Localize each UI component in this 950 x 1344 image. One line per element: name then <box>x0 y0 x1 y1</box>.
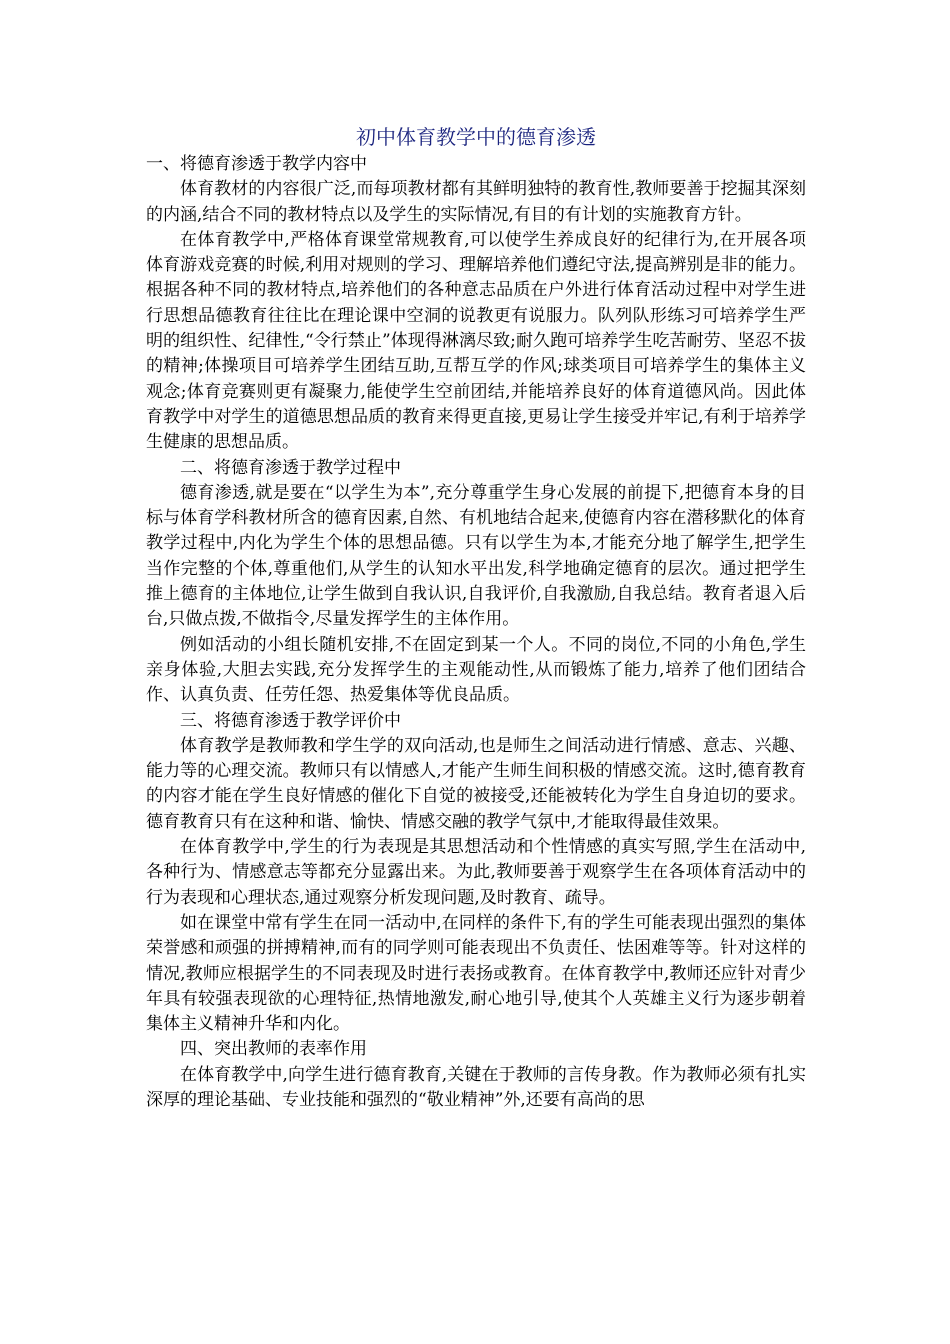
paragraph: 在体育教学中,向学生进行德育教育,关键在于教师的言传身教。作为教师必须有扎实深厚的理论基础、专业技能和强烈的“敬业精神”外,还要有高尚的思 <box>146 1064 806 1110</box>
section-heading-4: 四、突出教师的表率作用 <box>180 1039 367 1060</box>
paragraph: 德育渗透,就是要在“以学生为本”,充分尊重学生身心发展的前提下,把德育本身的目标与体育学科教材所含的德育因素,自然、有机地结合起来,使德育内容在潜移默化的体育教学过程中,内化为学生个体的思想品德。只有以学生为本,才能充分地了解学生,把学生当作完整的个体,尊重他们,从学生的认知水平出发,科学地确定德育的层次。通过把学生推上德育的主体地位,让学生做到自我认识,自我评价,自我激励,自我总结。教育者退入后台,只做点拨,不做指令,尽量发挥学生的主体作用。 <box>146 482 806 630</box>
paragraph: 例如活动的小组长随机安排,不在固定到某一个人。不同的岗位,不同的小角色,学生亲身体验,大胆去实践,充分发挥学生的主观能动性,从而锻炼了能力,培养了他们团结合作、认真负责、任劳任怨、热爱集体等优良品质。 <box>146 634 806 706</box>
document-page <box>146 122 806 1113</box>
paragraph: 体育教学是教师教和学生学的双向活动,也是师生之间活动进行情感、意志、兴趣、能力等的心理交流。教师只有以情感人,才能产生师生间积极的情感交流。这时,德育教育的内容才能在学生良好情感的催化下自觉的被接受,还能被转化为学生自身迫切的要求。德育教育只有在这种和谐、愉快、情感交融的教学气氛中,才能取得最佳效果。 <box>146 735 806 832</box>
paragraph: 体育教材的内容很广泛,而每项教材都有其鲜明独特的教育性,教师要善于挖掘其深刻的内涵,结合不同的教材特点以及学生的实际情况,有目的有计划的实施教育方针。 <box>146 179 806 225</box>
paragraph: 如在课堂中常有学生在同一活动中,在同样的条件下,有的学生可能表现出强烈的集体荣誉感和顽强的拼搏精神,而有的同学则可能表现出不负责任、怯困难等等。针对这样的情况,教师应根据学生的不同表现及时进行表扬或教育。在体育教学中,教师还应针对青少年具有较强表现欲的心理特征,热情地激发,耐心地引导,使其个人英雄主义行为逐步朝着集体主义精神升华和内化。 <box>146 912 806 1035</box>
section-heading-2: 二、将德育渗透于教学过程中 <box>180 457 401 478</box>
document-title: 初中体育教学中的德育渗透 <box>356 125 596 149</box>
section-heading-3: 三、将德育渗透于教学评价中 <box>180 710 401 731</box>
section-heading-1: 一、将德育渗透于教学内容中 <box>146 154 367 174</box>
paragraph: 在体育教学中,严格体育课堂常规教育,可以使学生养成良好的纪律行为,在开展各项体育游戏竞赛的时候,利用对规则的学习、理解培养他们遵纪守法,提高辨别是非的能力。根据各种不同的教材特点,培养他们的各种意志品质在户外进行体育活动过程中对学生进行思想品德教育往往比在理论课中空洞的说教更有说服力。队列队形练习可培养学生严明的组织性、纪律性,“令行禁止”体现得淋漓尽致;耐久跑可培养学生吃苦耐劳、坚忍不拔的精神;体操项目可培养学生团结互助,互帮互学的作风;球类项目可培养学生的集体主义观念;体育竞赛则更有凝聚力,能使学生空前团结,并能培养良好的体育道德风尚。因此体育教学中对学生的道德思想品质的教育来得更直接,更易让学生接受并牢记,有利于培养学生健康的思想品质。 <box>146 229 806 453</box>
paragraph: 在体育教学中,学生的行为表现是其思想活动和个性情感的真实写照,学生在活动中,各种行为、情感意志等都充分显露出来。为此,教师要善于观察学生在各项体育活动中的行为表现和心理状态,通过观察分析发现问题,及时教育、疏导。 <box>146 837 806 908</box>
